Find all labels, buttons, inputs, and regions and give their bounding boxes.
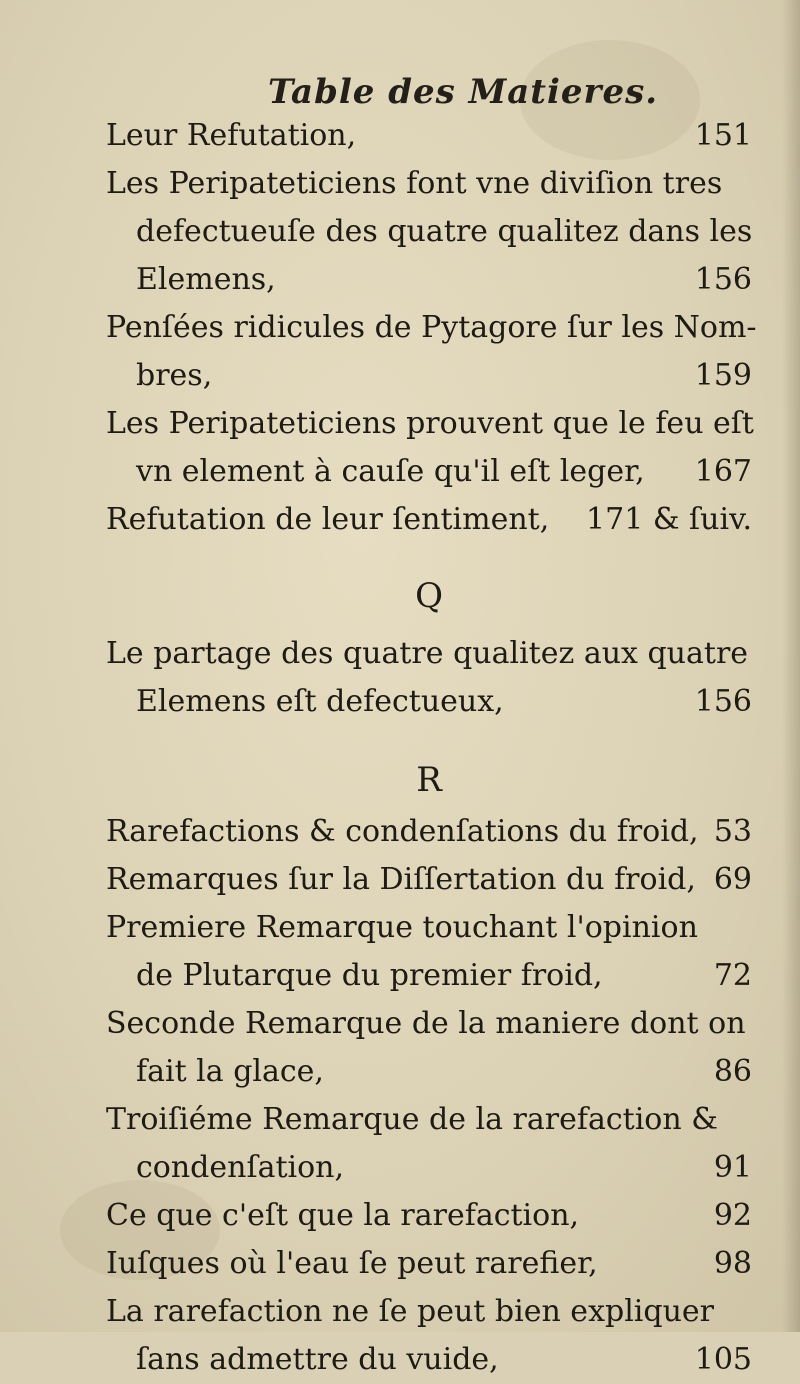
entry-text: Refutation de leur ſentiment, <box>106 502 550 537</box>
entry-text: Iuſques où l'eau ſe peut rarefier, <box>106 1246 598 1281</box>
index-entry <box>106 160 752 304</box>
index-entry <box>106 1192 752 1240</box>
entry-text: Ce que c'eſt que la rarefaction, <box>106 1198 580 1233</box>
entry-text: de Plutarque du premier froid, <box>136 958 603 993</box>
entry-line <box>106 496 752 544</box>
entry-text: Leur Refutation, <box>106 118 357 153</box>
index-entry <box>106 400 752 496</box>
entry-line <box>106 304 757 352</box>
index-entry <box>106 112 752 160</box>
entry-text: Le partage des quatre qualitez aux quatre <box>106 636 749 671</box>
entry-line <box>106 630 752 678</box>
entry-line <box>106 1240 752 1288</box>
entry-text: Remarques ſur la Diſſertation du froid, <box>106 862 696 897</box>
index-entry <box>106 1240 752 1288</box>
page-number: 156 <box>694 684 752 719</box>
entry-line <box>106 1192 752 1240</box>
entry-line <box>106 1000 752 1048</box>
entry-text: bres, <box>136 358 213 393</box>
page-number: 105 <box>694 1342 752 1377</box>
entry-text: Seconde Remarque de la maniere dont on <box>106 1006 746 1041</box>
entry-line <box>106 160 752 208</box>
entry-line <box>106 448 752 496</box>
entry-line <box>106 1336 752 1384</box>
entry-line <box>106 678 752 726</box>
index-entry <box>106 856 752 904</box>
entry-text: ſans admettre du vuide, <box>136 1342 499 1377</box>
page-number: 72 <box>713 958 752 993</box>
entry-text: defectueuſe des quatre qualitez dans les <box>136 214 753 249</box>
page-number: 159 <box>694 358 752 393</box>
entry-text: Rarefactions & condenſations du froid, <box>106 814 699 849</box>
index-entry <box>106 630 752 726</box>
index-entry <box>106 496 752 544</box>
entry-line <box>106 400 752 448</box>
entry-line <box>106 208 752 256</box>
section-letter-r: R <box>416 760 442 800</box>
index-entry <box>106 904 752 1000</box>
section-letter-q: Q <box>415 576 443 616</box>
index-entry <box>106 808 752 856</box>
page-number: 167 <box>694 454 752 489</box>
entry-line <box>106 1048 752 1096</box>
entry-group-r <box>106 808 752 1384</box>
page-number: 98 <box>713 1246 752 1281</box>
page-edge-shadow <box>782 0 800 1332</box>
entry-text: condenſation, <box>136 1150 345 1185</box>
entry-line <box>106 352 752 400</box>
entry-text: La rarefaction ne ſe peut bien expliquer <box>106 1294 714 1329</box>
page-number: 53 <box>713 814 752 849</box>
index-entry <box>106 1096 752 1192</box>
entry-line <box>106 904 752 952</box>
page-number: 156 <box>694 262 752 297</box>
entry-text: Les Peripateticiens prouvent que le feu eſt <box>106 406 754 441</box>
entry-text: Troiſiéme Remarque de la rarefaction & <box>106 1102 718 1137</box>
entry-line <box>106 112 752 160</box>
entry-group-p <box>106 112 757 544</box>
entry-text: Elemens, <box>136 262 276 297</box>
page-number: 86 <box>713 1054 752 1089</box>
index-entry <box>106 1288 752 1384</box>
page-number: 151 <box>694 118 752 153</box>
entry-line <box>106 1144 752 1192</box>
entry-line <box>106 256 752 304</box>
entry-text: vn element à cauſe qu'il eſt leger, <box>136 454 645 489</box>
entry-text: fait la glace, <box>136 1054 324 1089</box>
index-entries <box>106 112 757 1384</box>
index-entry <box>106 304 757 400</box>
entry-line <box>106 1096 752 1144</box>
entry-text: Elemens eſt defectueux, <box>136 684 504 719</box>
index-entry <box>106 1000 752 1096</box>
entry-line <box>106 1288 752 1336</box>
entry-text: Penſées ridicules de Pytagore ſur les Nom- <box>106 310 757 345</box>
page-number: 171 & ſuiv. <box>586 502 752 537</box>
entry-line <box>106 808 752 856</box>
page-number: 69 <box>713 862 752 897</box>
entry-line <box>106 856 752 904</box>
page-number: 92 <box>713 1198 752 1233</box>
entry-group-q <box>106 630 752 726</box>
entry-text: Les Peripateticiens font vne diviſion tres <box>106 166 723 201</box>
running-head: Table des Matieres. <box>268 72 659 112</box>
page-number: 91 <box>713 1150 752 1185</box>
entry-text: Premiere Remarque touchant l'opinion <box>106 910 698 945</box>
entry-line <box>106 952 752 1000</box>
